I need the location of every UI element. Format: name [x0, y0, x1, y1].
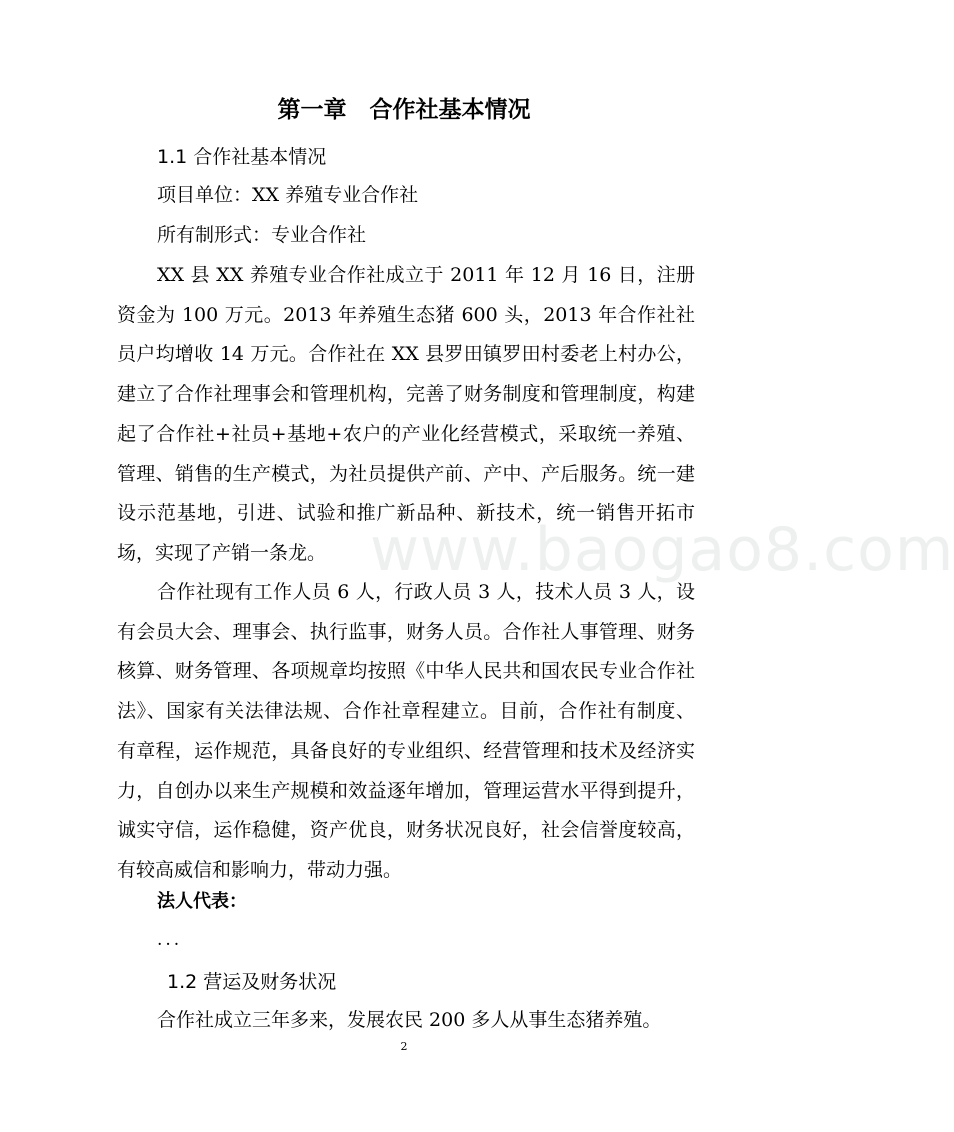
legal-representative-label: 法人代表：: [157, 891, 247, 912]
section-1-1-heading: 1.1 合作社基本情况: [157, 146, 327, 168]
page-number: 2: [400, 1040, 408, 1053]
chapter-title: 第一章 合作社基本情况: [277, 97, 531, 123]
ownership-line: 所有制形式：专业合作社: [157, 224, 367, 246]
paragraph-operations: 合作社成立三年多来，发展农民 200 多人从事生态猪养殖。: [157, 1009, 662, 1031]
project-unit-line: 项目单位：XX 养殖专业合作社: [157, 184, 419, 206]
paragraph-staff: 合作社现有工作人员 6 人，行政人员 3 人，技术人员 3 人，设有会员大会、理事会、执行监事，财务人员。合作社人事管理、财务核算、财务管理、各项规章均按照《中华人民共和国农民专业合作社法》、国家有关法律法规、合作社章程建立。目前，合作社有制度、有章程，运作规范，具备良好的专业组织、经营管理和技术及经济实力，自创办以来生产规模和效益逐年增加，管理运营水平得到提升，诚实守信，运作稳健，资产优良，财务状况良好，社会信誉度较高，有较高威信和影响力，带动力强。: [117, 581, 695, 881]
paragraph-founding: XX 县 XX 养殖专业合作社成立于 2011 年 12 月 16 日，注册资金为 100 万元。2013 年养殖生态猪 600 头，2013 年合作社社员户均增收 14 万元。合作社在 XX 县罗田镇罗田村委老上村办公，建立了合作社理事会和管理机构，完善了财务制度和管理制度，构建起了合作社+社员+基地+农户的产业化经营模式，采取统一养殖、管理、销售的生产模式，为社员提供产前、产中、产后服务。统一建设示范基地，引进、试验和推广新品种、新技术，统一销售开拓市场，实现了产销一条龙。: [117, 264, 695, 564]
section-1-2-heading: 1.2 营运及财务状况: [167, 971, 337, 993]
ellipsis: ...: [157, 930, 183, 950]
watermark: www.baogao8.com: [370, 515, 954, 585]
